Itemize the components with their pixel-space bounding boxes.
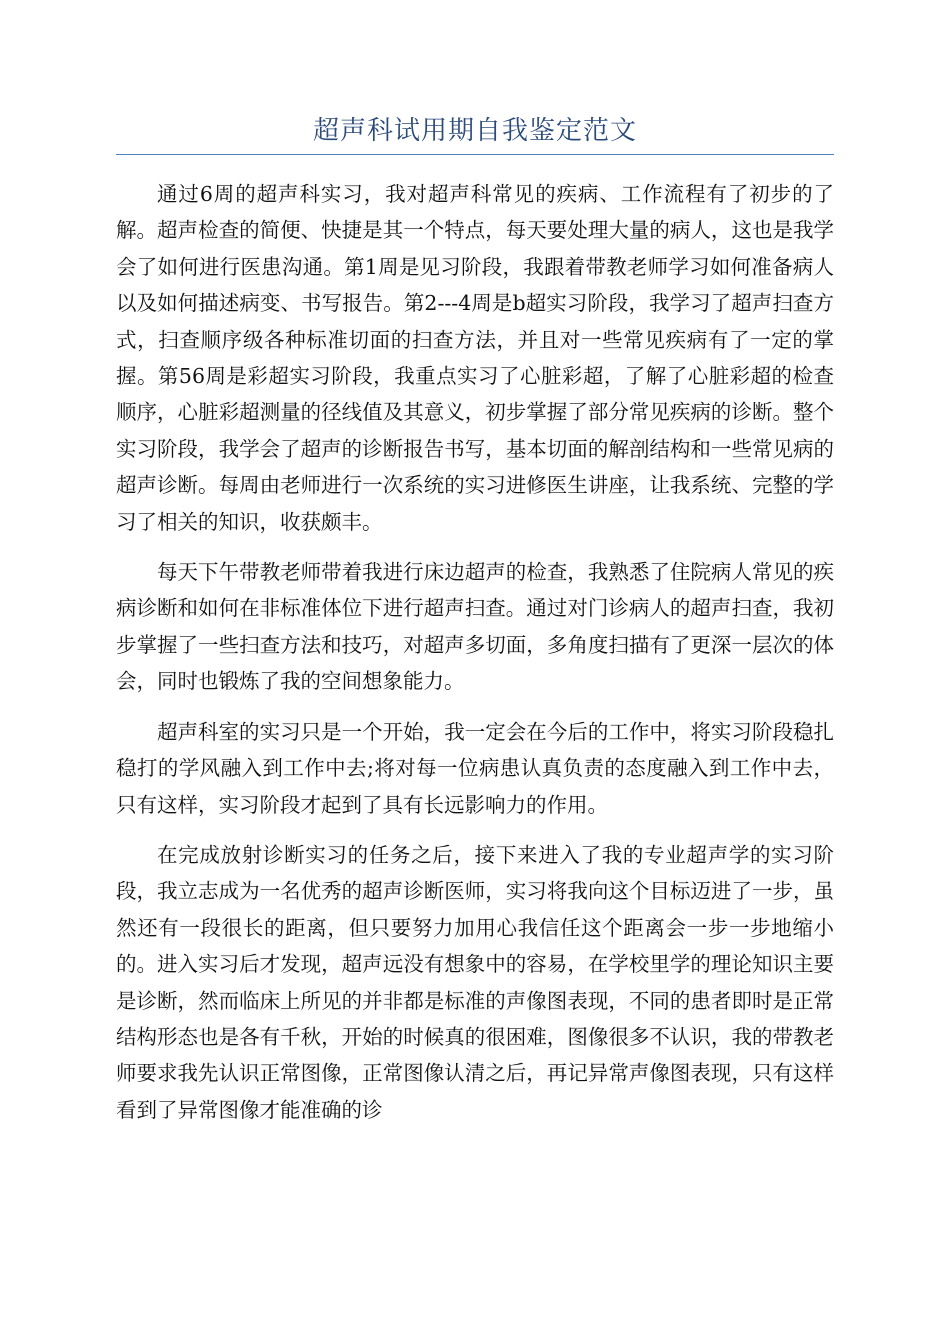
paragraph-3: 超声科室的实习只是一个开始，我一定会在今后的工作中，将实习阶段稳扎稳打的学风融入到工作中去;将对每一位病患认真负责的态度融入到工作中去，只有这样，实习阶段才起到了具有长远影响力的作用。 xyxy=(116,719,834,817)
document-title: 超声科试用期自我鉴定范文 xyxy=(312,116,637,146)
paragraph-1: 通过6周的超声科实习，我对超声科常见的疾病、工作流程有了初步的了解。超声检查的简便、快捷是其一个特点，每天要处理大量的病人，这也是我学会了如何进行医患沟通。第1周是见习阶段，我跟着带教老师学习如何准备病人以及如何描述病变、书写报告。第2---4周是b超实习阶段，我学习了超声扫查方式，扫查顺序级各种标准切面的扫查方法，并且对一些常见疾病有了一定的掌握。第56周是彩超实习阶段，我重点实习了心脏彩超，了解了心脏彩超的检查顺序，心脏彩超测量的径线值及其意义，初步掌握了部分常见疾病的诊断。整个实习阶段，我学会了超声的诊断报告书写，基本切面的解剖结构和一些常见病的超声诊断。每周由老师进行一次系统的实习进修医生讲座，让我系统、完整的学习了相关的知识，收获颇丰。 xyxy=(116,182,834,534)
paragraph-4: 在完成放射诊断实习的任务之后，接下来进入了我的专业超声学的实习阶段，我立志成为一名优秀的超声诊断医师，实习将我向这个目标迈进了一步，虽然还有一段很长的距离，但只要努力加用心我信任这个距离会一步一步地缩小的。进入实习后才发现，超声远没有想象中的容易，在学校里学的理论知识主要是诊断，然而临床上所见的并非都是标准的声像图表现，不同的患者即时是正常结构形态也是各有千秋，开始的时候真的很困难，图像很多不认识，我的带教老师要求我先认识正常图像，正常图像认清之后，再记异常声像图表现，只有这样看到了异常图像才能准确的诊 xyxy=(116,842,834,1122)
paragraph-2: 每天下午带教老师带着我进行床边超声的检查，我熟悉了住院病人常见的疾病诊断和如何在非标准体位下进行超声扫查。通过对门诊病人的超声扫查，我初步掌握了一些扫查方法和技巧，对超声多切面，多角度扫描有了更深一层次的体会，同时也锻炼了我的空间想象能力。 xyxy=(116,560,834,694)
document-body xyxy=(116,176,834,1142)
title-underline xyxy=(116,154,834,155)
